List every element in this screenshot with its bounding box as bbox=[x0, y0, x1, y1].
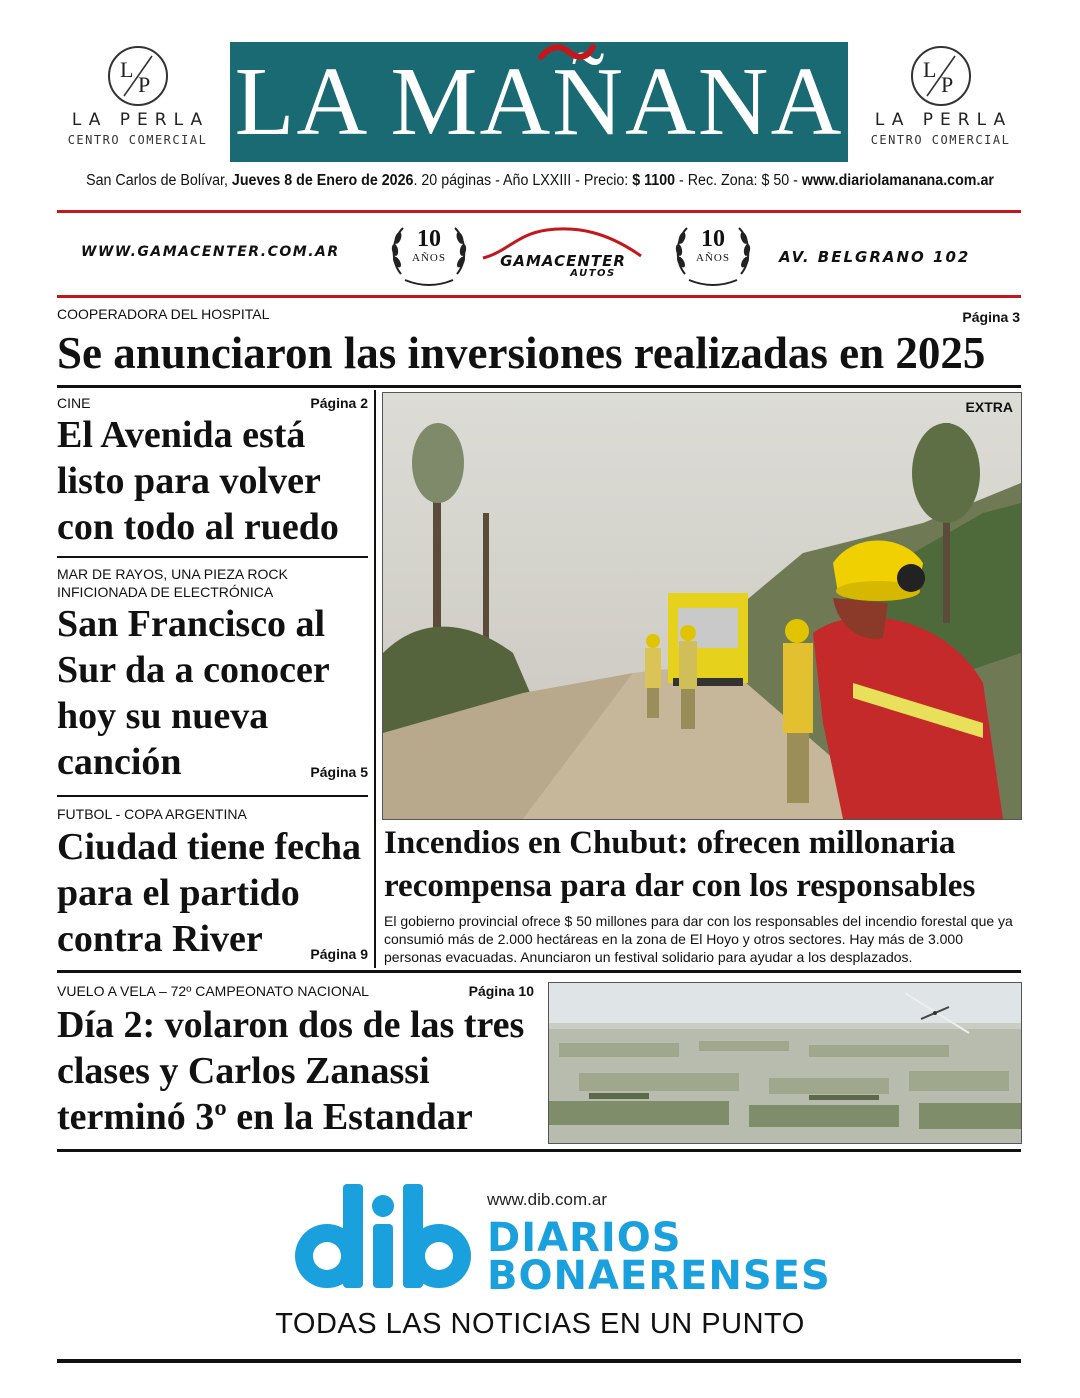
glider-landscape-image bbox=[549, 983, 1021, 1143]
badge-label: AÑOS bbox=[696, 252, 730, 264]
badge-label: AÑOS bbox=[412, 252, 446, 264]
brand-sub: AUTOS bbox=[570, 268, 616, 279]
story-divider bbox=[57, 795, 368, 797]
story-2-page[interactable]: Página 5 bbox=[310, 764, 368, 780]
top-story-kicker: COOPERADORA DEL HOSPITAL bbox=[57, 306, 270, 322]
red-divider bbox=[57, 210, 1021, 213]
dib-logo-icon bbox=[295, 1184, 475, 1294]
svg-text:L: L bbox=[922, 57, 936, 82]
svg-text:L: L bbox=[119, 57, 133, 82]
gamacenter-ad[interactable] bbox=[57, 216, 1021, 292]
wildfire-photo bbox=[382, 392, 1022, 820]
svg-text:P: P bbox=[940, 72, 953, 97]
badge-number: 10 bbox=[701, 226, 725, 252]
la-perla-emblem-icon bbox=[106, 44, 170, 108]
story-1-kicker: CINE bbox=[57, 395, 91, 411]
story-divider bbox=[57, 556, 368, 558]
newspaper-title: LA MAÑANA bbox=[235, 53, 844, 151]
glider-kicker: VUELO A VELA – 72º CAMPEONATO NACIONAL bbox=[57, 983, 369, 999]
bottom-divider bbox=[57, 1359, 1021, 1363]
firefighters-image bbox=[383, 393, 1021, 819]
la-perla-logo-left bbox=[55, 44, 220, 147]
brand-name: GAMACENTER bbox=[500, 252, 626, 270]
gamacenter-address: AV. BELGRANO 102 bbox=[779, 248, 971, 266]
la-perla-logo-right bbox=[858, 44, 1023, 147]
edition-info bbox=[43, 172, 1037, 190]
la-perla-subtitle: CENTRO COMERCIAL bbox=[67, 133, 208, 147]
section-divider bbox=[57, 385, 1021, 388]
story-3-kicker: FUTBOL - COPA ARGENTINA bbox=[57, 806, 247, 822]
red-divider bbox=[57, 295, 1021, 298]
edition-pages: . 20 páginas - Año LXXIII - Precio: bbox=[413, 172, 633, 189]
lead-body: El gobierno provincial ofrece $ 50 millones para dar con los responsables del incendio forestal que ya consumió más de 2.000 hectáreas en la zona de El Hoyo y otros sectores. Hay más de 3.000 personas evacuadas. Anunciaron un festival solidario para ayudar a los desplazados. bbox=[384, 913, 1013, 965]
gamacenter-url[interactable]: WWW.GAMACENTER.COM.AR bbox=[81, 244, 340, 260]
dib-tagline: TODAS LAS NOTICIAS EN UN PUNTO bbox=[275, 1308, 805, 1340]
badge-right-text bbox=[671, 226, 755, 264]
section-divider bbox=[57, 970, 1021, 973]
story-2-kicker: MAR DE RAYOS, UNA PIEZA ROCK INFICIONADA DE ELECTRÓNICA bbox=[57, 566, 288, 600]
story-2-headline[interactable]: San Francisco al Sur da a conocer hoy su nueva canción bbox=[57, 603, 329, 783]
la-perla-name: LA PERLA bbox=[71, 110, 210, 130]
edition-city: San Carlos de Bolívar, bbox=[86, 172, 232, 189]
svg-text:P: P bbox=[137, 72, 150, 97]
la-perla-name: LA PERLA bbox=[874, 110, 1013, 130]
edition-zone: - Rec. Zona: $ 50 - bbox=[675, 172, 802, 189]
la-perla-emblem-icon bbox=[909, 44, 973, 108]
top-story-headline[interactable]: Se anunciaron las inversiones realizadas en 2025 bbox=[57, 328, 986, 378]
story-1-page[interactable]: Página 2 bbox=[310, 395, 368, 411]
extra-label: EXTRA bbox=[965, 399, 1013, 415]
dib-line2: BONAERENSES bbox=[487, 1253, 831, 1299]
dib-ad[interactable] bbox=[295, 1184, 831, 1304]
lead-headline[interactable]: Incendios en Chubut: ofrecen millonaria recompensa para dar con los responsables bbox=[384, 825, 976, 904]
edition-date: Jueves 8 de Enero de 2026 bbox=[231, 172, 414, 189]
story-3-page[interactable]: Página 9 bbox=[310, 946, 368, 962]
edition-price: $ 1100 bbox=[632, 172, 676, 189]
masthead bbox=[230, 42, 848, 162]
badge-left-text bbox=[387, 226, 471, 264]
section-divider bbox=[57, 1149, 1021, 1152]
la-perla-subtitle: CENTRO COMERCIAL bbox=[870, 133, 1011, 147]
column-divider bbox=[374, 390, 376, 968]
tilde-accent-icon bbox=[537, 43, 597, 61]
top-story-page[interactable]: Página 3 bbox=[962, 309, 1020, 325]
story-1-headline[interactable]: El Avenida está listo para volver con todo al ruedo bbox=[57, 414, 339, 548]
badge-number: 10 bbox=[417, 226, 441, 252]
glider-page[interactable]: Página 10 bbox=[468, 983, 534, 999]
edition-website[interactable]: www.diariolamanana.com.ar bbox=[801, 172, 994, 189]
glider-headline[interactable]: Día 2: volaron dos de las tres clases y Carlos Zanassi terminó 3º en la Estandar bbox=[57, 1004, 525, 1138]
glider-photo bbox=[548, 982, 1022, 1144]
gamacenter-brand bbox=[483, 252, 643, 279]
story-3-headline[interactable]: Ciudad tiene fecha para el partido contra River bbox=[57, 826, 361, 960]
dib-url[interactable]: www.dib.com.ar bbox=[487, 1190, 607, 1209]
dib-line1: DIARIOS bbox=[487, 1215, 682, 1261]
